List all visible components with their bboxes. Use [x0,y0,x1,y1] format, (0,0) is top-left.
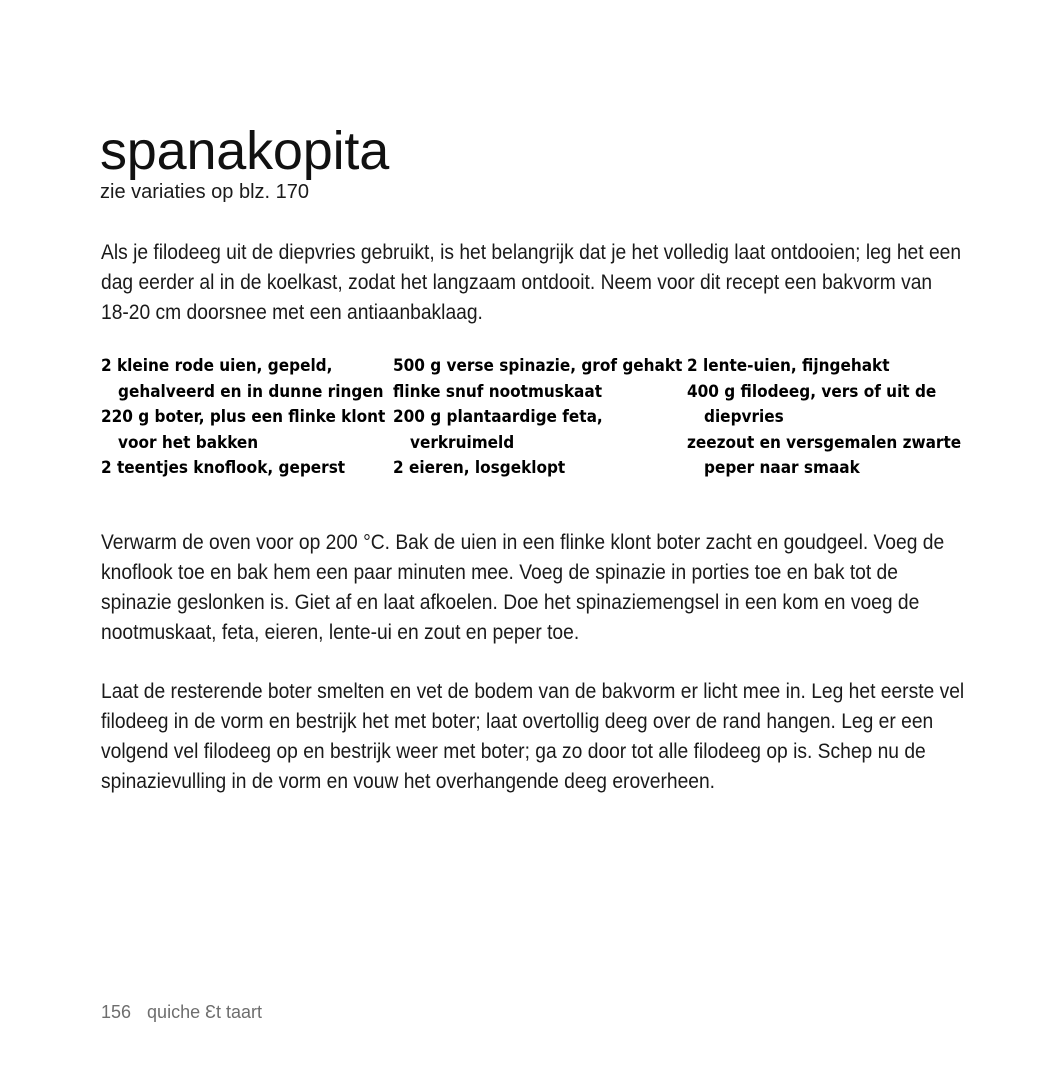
recipe-intro-paragraph: Als je filodeeg uit de diepvries gebruikt, is het belangrijk dat je het volledig laat ontdooien; leg het een dag eerder al in de koelkast, zodat het langzaam ontdooit. Neem voor dit recept een bakvorm van 18-20 cm doorsnee met een antiaanbaklaag. [101,240,962,324]
ingredient-item: 500 g verse spinazie, grof gehakt [393,356,683,376]
recipe-variations-note: zie variaties op blz. 170 [100,181,310,203]
ingredients-column-2 [393,354,687,482]
ingredients-column-3 [687,354,987,482]
ingredient-item: zeezout en versgemalen zwarte peper naar smaak [687,432,962,479]
ingredient-item: 2 lente-uien, fijngehakt [687,356,890,376]
page-title: spanakopita [100,121,390,182]
ingredient-item: flinke snuf nootmuskaat [393,381,603,402]
ingredient-item: 2 eieren, losgeklopt [393,458,566,479]
method-paragraph-1: Verwarm de oven voor op 200 °C. Bak de uien in een flinke klont boter zacht en goudgeel. Voeg de knoflook toe en bak hem een paar minuten mee. Voeg de spinazie in porties toe en bak tot de spinazie geslonken is. Giet af en laat afkoelen. Doe het spinaziemengsel in een kom en voeg de nootmuskaat, feta, eieren, lente-ui en zout en peper toe. [101,530,945,644]
ingredient-item: 220 g boter, plus een flinke klont voor het bakken [101,407,386,453]
ingredients-list [101,354,991,482]
page-footer [101,1000,262,1024]
method-paragraph-2: Laat de resterende boter smelten en vet de bodem van de bakvorm er licht mee in. Leg het eerste vel filodeeg in de vorm en bestrijk het met boter; laat overtollig deeg over de rand hangen. Leg er een volgend vel filodeeg op en bestrijk weer met boter; ga zo door tot alle filodeeg op is. Schep nu de spinazievulling in de vorm en vouw het overhangende deeg eroverheen. [101,679,965,793]
footer-page-number: 156 [101,1002,132,1022]
ingredients-column-1 [101,354,393,482]
ingredient-item: 2 kleine rode uien, gepeld, gehalveerd en in dunne ringen [101,356,384,402]
ingredient-item: 2 teentjes knoflook, geperst [101,458,346,479]
ingredient-item: 200 g plantaardige feta, verkruimeld [393,407,603,453]
ingredient-item: 400 g filodeeg, vers of uit de diepvries [687,381,937,428]
footer-chapter-name: quiche Ɛt taart [147,1002,262,1022]
